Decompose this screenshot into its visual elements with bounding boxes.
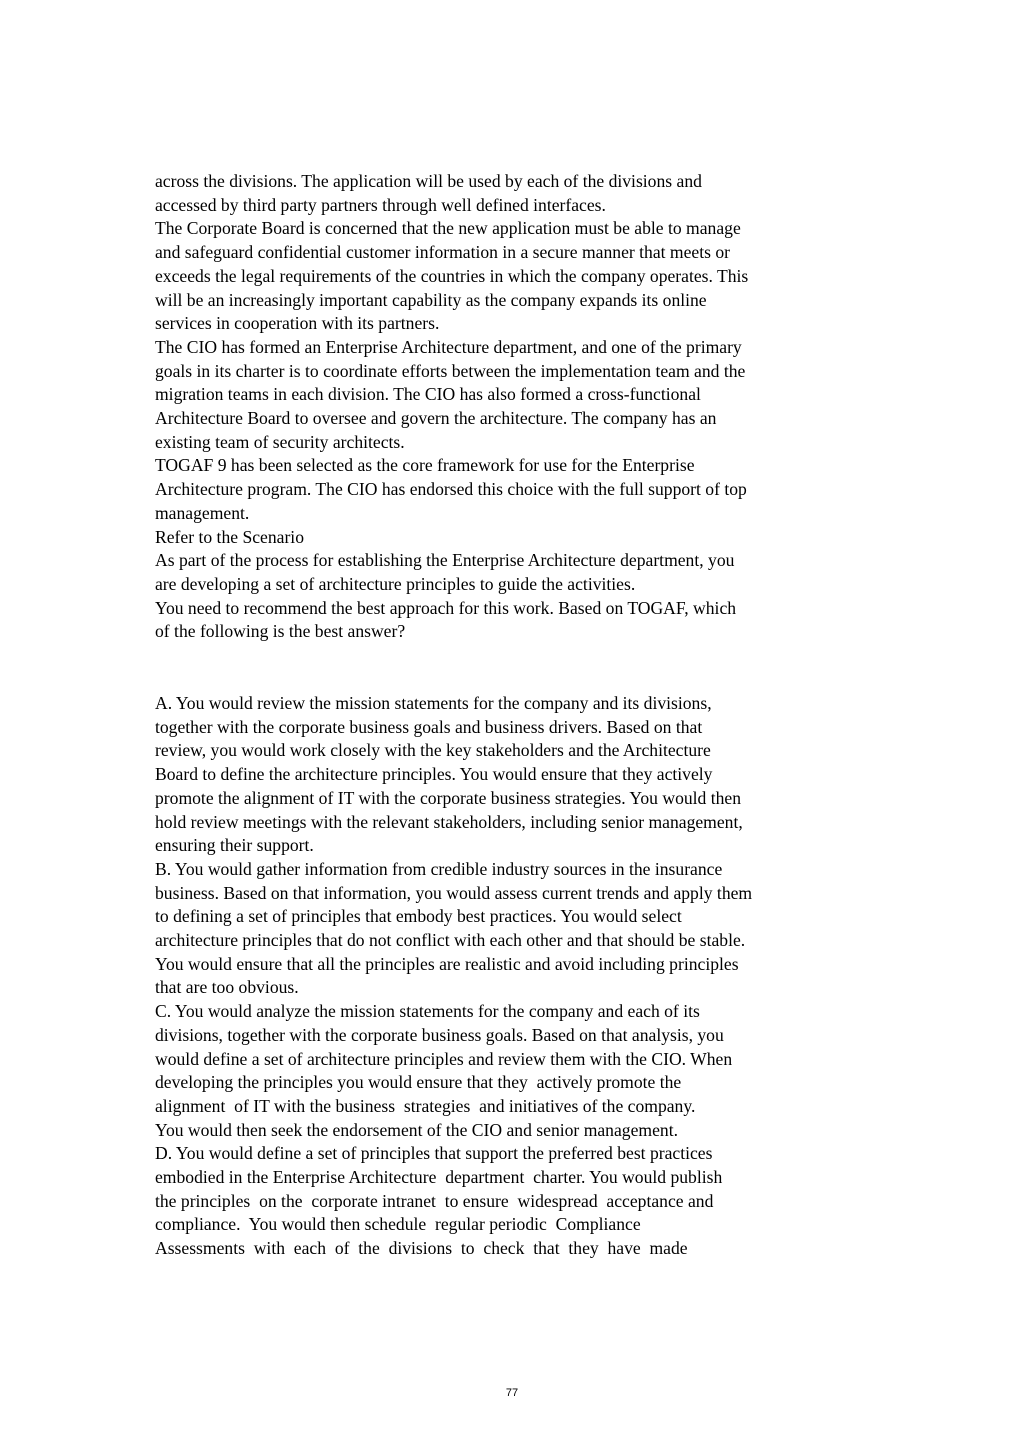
scenario-line: management. bbox=[155, 502, 250, 523]
option-line: C. You would analyze the mission statements for the company and each of its bbox=[155, 1001, 700, 1022]
option-line: divisions, together with the corporate business goals. Based on that analysis, you bbox=[155, 1024, 724, 1045]
scenario-line: and safeguard confidential customer information in a secure manner that meets or bbox=[155, 242, 731, 263]
scenario-line: TOGAF 9 has been selected as the core framework for use for the Enterprise bbox=[155, 455, 695, 476]
scenario-line: of the following is the best answer? bbox=[155, 621, 406, 642]
option-line: You would ensure that all the principles are realistic and avoid including principles bbox=[155, 953, 739, 974]
option-line: A. You would review the mission statements for the company and its divisions, bbox=[155, 693, 712, 713]
option-line: architecture principles that do not conflict with each other and that should be stable. bbox=[155, 930, 746, 951]
option-line: embodied in the Enterprise Architecture department charter. You would publish bbox=[155, 1167, 723, 1188]
option-line: review, you would work closely with the key stakeholders and the Architecture bbox=[155, 740, 711, 761]
option-line: the principles on the corporate intranet to ensure widespread acceptance and bbox=[155, 1190, 714, 1211]
option-line: B. You would gather information from credible industry sources in the insurance bbox=[155, 858, 723, 879]
scenario-line: Refer to the Scenario bbox=[155, 526, 304, 547]
scenario-line: services in cooperation with its partners. bbox=[155, 313, 440, 334]
scenario-line: The Corporate Board is concerned that the new application must be able to manage bbox=[155, 218, 741, 239]
scenario-line: will be an increasingly important capability as the company expands its online bbox=[155, 289, 707, 310]
page-number: 77 bbox=[505, 1387, 519, 1399]
option-line: together with the corporate business goals and business drivers. Based on that bbox=[155, 716, 703, 737]
option-line: hold review meetings with the relevant stakeholders, including senior management, bbox=[155, 811, 743, 832]
scenario-line: across the divisions. The application will be used by each of the divisions and bbox=[155, 171, 702, 191]
scenario-line: You need to recommend the best approach for this work. Based on TOGAF, which bbox=[155, 597, 737, 618]
scenario-line: The CIO has formed an Enterprise Architecture department, and one of the primary bbox=[155, 336, 742, 357]
option-line: promote the alignment of IT with the corporate business strategies. You would then bbox=[155, 787, 742, 808]
scenario-line: are developing a set of architecture principles to guide the activities. bbox=[155, 573, 636, 594]
scenario-line: migration teams in each division. The CIO has also formed a cross-functional bbox=[155, 384, 701, 405]
scenario-line: Architecture program. The CIO has endorsed this choice with the full support of top bbox=[155, 479, 747, 500]
scenario-line: existing team of security architects. bbox=[155, 431, 405, 452]
option-line: D. You would define a set of principles that support the preferred best practices bbox=[155, 1143, 713, 1164]
option-line: alignment of IT with the business strategies and initiatives of the company. bbox=[155, 1095, 696, 1116]
scenario-line: As part of the process for establishing the Enterprise Architecture department, you bbox=[155, 550, 735, 571]
scenario-line: accessed by third party partners through well defined interfaces. bbox=[155, 194, 606, 215]
option-line: business. Based on that information, you would assess current trends and apply them bbox=[155, 882, 753, 903]
option-line: would define a set of architecture principles and review them with the CIO. When bbox=[155, 1048, 733, 1069]
option-line: to defining a set of principles that embody best practices. You would select bbox=[155, 906, 682, 927]
option-line: developing the principles you would ensure that they actively promote the bbox=[155, 1072, 682, 1093]
scenario-line: goals in its charter is to coordinate efforts between the implementation team and the bbox=[155, 360, 746, 381]
option-line: You would then seek the endorsement of the CIO and senior management. bbox=[155, 1119, 678, 1140]
option-line: ensuring their support. bbox=[155, 835, 314, 856]
scenario-line: Architecture Board to oversee and govern the architecture. The company has an bbox=[155, 408, 717, 429]
option-line: Assessments with each of the divisions to check that they have made bbox=[155, 1238, 688, 1259]
answer-options bbox=[155, 692, 875, 1261]
option-line: that are too obvious. bbox=[155, 977, 299, 998]
scenario-line: exceeds the legal requirements of the countries in which the company operates. This bbox=[155, 265, 749, 286]
scenario-text bbox=[155, 170, 875, 644]
option-line: compliance. You would then schedule regular periodic Compliance bbox=[155, 1214, 641, 1235]
option-line: Board to define the architecture principles. You would ensure that they actively bbox=[155, 764, 713, 785]
